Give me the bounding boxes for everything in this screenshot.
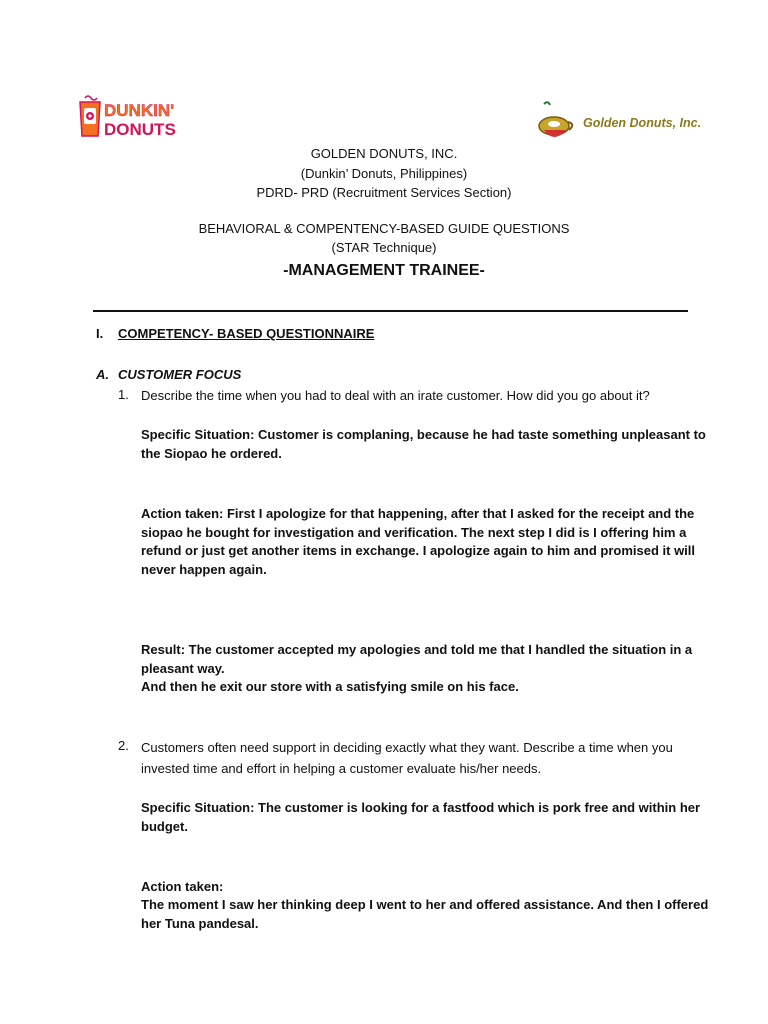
answer-result: Result: The customer accepted my apologies and told me that I handled the situation in a pleasant way. xyxy=(141,642,693,676)
section-numeral: I. xyxy=(96,326,104,341)
question-number: 1. xyxy=(118,387,129,402)
subsection-letter: A. xyxy=(96,367,109,382)
technique-label: (STAR Technique) xyxy=(331,240,437,255)
section-title: COMPETENCY- BASED QUESTIONNAIRE xyxy=(118,326,375,341)
answer-action-label: Action taken: xyxy=(141,879,224,894)
golden-donuts-logo xyxy=(536,100,716,144)
company-name: GOLDEN DONUTS, INC. xyxy=(310,146,458,161)
question-number: 2. xyxy=(118,738,129,753)
svg-text:DUNKIN': DUNKIN' xyxy=(104,101,175,120)
svg-text:DONUTS: DONUTS xyxy=(104,120,176,139)
answer-situation: Specific Situation: The customer is looking for a fastfood which is pork free and within her budget. xyxy=(141,800,701,834)
section-name: PDRD- PRD (Recruitment Services Section) xyxy=(256,185,512,200)
golden-donuts-wordmark: Golden Donuts, Inc. xyxy=(583,116,702,130)
guide-title: BEHAVIORAL & COMPENTENCY-BASED GUIDE QUESTIONS xyxy=(198,221,570,236)
question-text: Customers often need support in deciding exactly what they want. Describe a time when you invested time and effort in helping a customer evaluate his/her needs. xyxy=(141,740,673,776)
answer-result-followup: And then he exit our store with a satisfying smile on his face. xyxy=(141,679,519,694)
dunkin-donuts-logo xyxy=(76,94,188,142)
subsection-title: CUSTOMER FOCUS xyxy=(118,367,242,382)
question-text: Describe the time when you had to deal with an irate customer. How did you go about it? xyxy=(141,388,650,403)
answer-action: Action taken: First I apologize for that happening, after that I asked for the receipt and the siopao he bought for investigation and verification. The next step I did is I offering him a refund or just get another items in exchange. I apologize again to him and promised it will never happen again. xyxy=(141,506,696,577)
position-title: -MANAGEMENT TRAINEE- xyxy=(283,262,485,279)
company-subsidiary: (Dunkin’ Donuts, Philippines) xyxy=(300,166,468,181)
answer-action: The moment I saw her thinking deep I went to her and offered assistance. And then I offered her Tuna pandesal. xyxy=(141,897,709,931)
horizontal-divider xyxy=(93,310,688,312)
answer-situation: Specific Situation: Customer is complaning, because he had taste something unpleasant to the Siopao he ordered. xyxy=(141,427,706,461)
